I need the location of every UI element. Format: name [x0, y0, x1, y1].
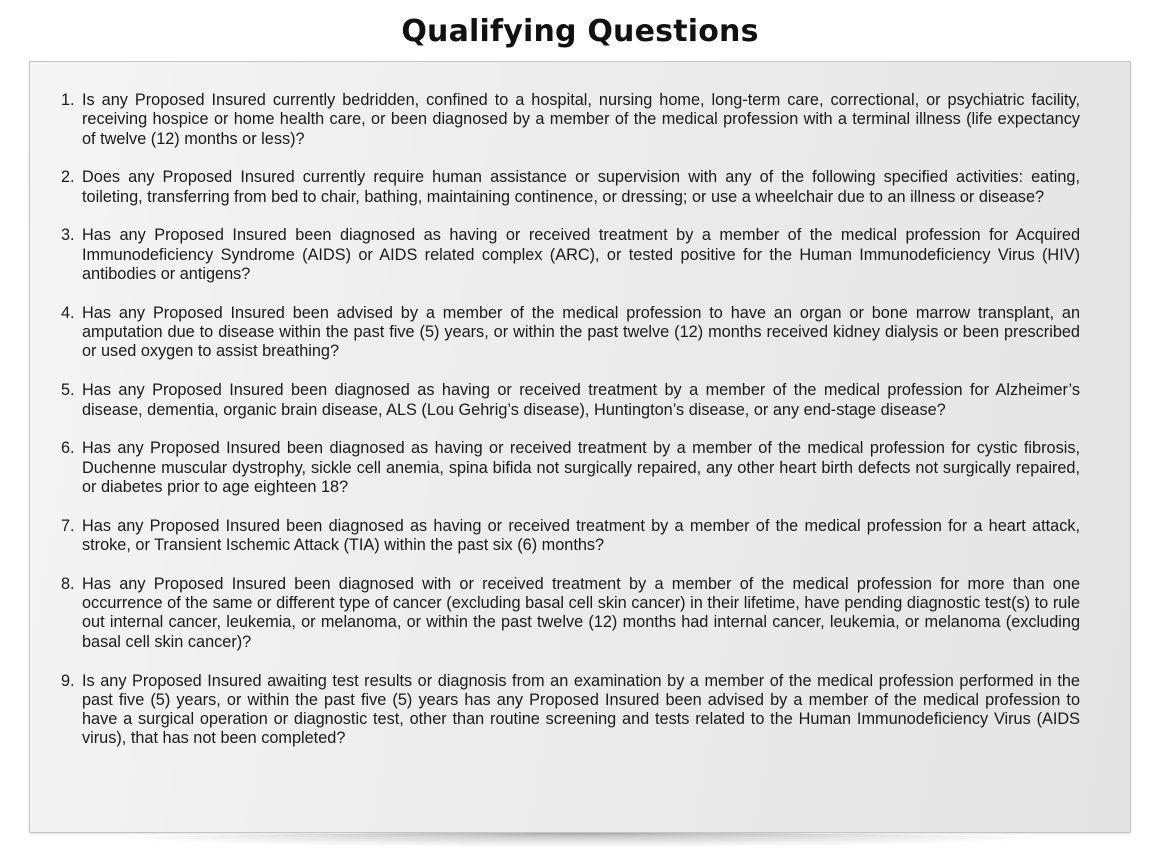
- question-number: 2.: [61, 168, 75, 187]
- question-item: [61, 226, 1080, 284]
- question-number: 8.: [61, 574, 75, 593]
- question-number: 9.: [61, 671, 75, 690]
- question-text: Has any Proposed Insured been diagnosed with or received treatment by a member of the medical profession for more than one occurrence of the same or different type of cancer (excluding basal cell skin cancer) in their lifetime, have pending diagnostic test(s) to rule out internal cancer, leukemia, or melanoma, or within the past twelve (12) months had internal cancer, leukemia, or melanoma (excluding basal cell skin cancer)?: [82, 574, 1080, 651]
- question-number: 1.: [61, 91, 75, 109]
- question-number: 6.: [61, 439, 75, 458]
- question-text: Is any Proposed Insured currently bedridden, confined to a hospital, nursing home, long-term care, correctional, or psychiatric facility, receiving hospice or home health care, or been diagnosed by a member of the medical profession with a terminal illness (life expectancy of twelve (12) months or less)?: [82, 91, 1080, 148]
- page-title: Qualifying Questions: [401, 14, 759, 49]
- question-item: [61, 168, 1080, 207]
- question-number: 7.: [61, 516, 75, 535]
- question-text: Has any Proposed Insured been diagnosed as having or received treatment by a member of the medical profession for Alzheimer’s disease, dementia, organic brain disease, ALS (Lou Gehrig’s disease), Huntington’s disease, or any end-stage disease?: [82, 381, 1080, 419]
- question-item: [61, 575, 1080, 652]
- question-number: 5.: [61, 381, 75, 400]
- question-text: Has any Proposed Insured been diagnosed as having or received treatment by a member of the medical profession for Acquired Immunodeficiency Syndrome (AIDS) or AIDS related complex (ARC), or tested positive for the Human Immunodeficiency Virus (HIV) antibodies or antigens?: [82, 226, 1080, 284]
- questions-panel: [29, 61, 1131, 833]
- question-item: [61, 439, 1080, 497]
- question-item: [61, 381, 1080, 420]
- question-text: Is any Proposed Insured awaiting test results or diagnosis from an examination by a member of the medical profession performed in the past five (5) years, or within the past five (5) years has any Proposed Insured been advised by a member of the medical profession to have a surgical operation or diagnostic test, other than routine screening and tests related to the Human Immunodeficiency Virus (AIDS virus), that has not been completed?: [82, 671, 1080, 748]
- question-text: Has any Proposed Insured been advised by a member of the medical profession to have an organ or bone marrow transplant, an amputation due to disease within the past five (5) years, or within the past twelve (12) months received kidney dialysis or been prescribed or used oxygen to assist breathing?: [82, 303, 1080, 361]
- question-item: [61, 304, 1080, 362]
- question-number: 4.: [61, 303, 75, 322]
- question-text: Has any Proposed Insured been diagnosed as having or received treatment by a member of the medical profession for a heart attack, stroke, or Transient Ischemic Attack (TIA) within the past six (6) months?: [82, 516, 1080, 555]
- question-item: [61, 91, 1080, 149]
- panel-shadow: [90, 833, 1070, 847]
- question-text: Does any Proposed Insured currently require human assistance or supervision with any of the following specified activities: eating, toileting, transferring from bed to chair, bathing, maintaining continence, or dressing; or use a wheelchair due to an illness or disease?: [82, 168, 1080, 206]
- question-item: [61, 672, 1080, 749]
- question-list: [61, 91, 1080, 768]
- question-item: [61, 517, 1080, 556]
- question-number: 3.: [61, 226, 75, 245]
- question-text: Has any Proposed Insured been diagnosed as having or received treatment by a member of the medical profession for cystic fibrosis, Duchenne muscular dystrophy, sickle cell anemia, spina bifida not surgically repaired, any other heart birth defects not surgically repaired, or diabetes prior to age eighteen 18?: [82, 439, 1080, 496]
